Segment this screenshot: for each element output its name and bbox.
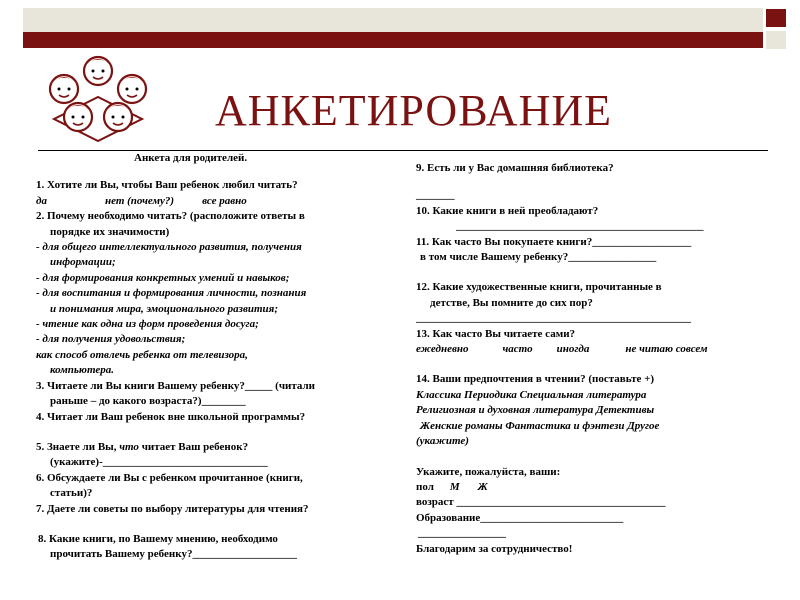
- question-11: 11. Как часто Вы покупаете книги?__________________: [416, 235, 692, 248]
- question-1-options: [36, 194, 381, 209]
- questionnaire-heading: Анкета для родителей.: [134, 152, 248, 164]
- age-field: возраст ______________________________________: [416, 496, 666, 509]
- corner-square-dark: [766, 9, 786, 27]
- option-sometimes: иногда: [556, 343, 590, 356]
- answer-option: - чтение как одна из форм проведения досуга;: [36, 318, 259, 331]
- thanks-text: Благодарим за сотрудничество!: [416, 542, 573, 555]
- slide-title: АНКЕТИРОВАНИЕ: [215, 86, 612, 135]
- option-often: часто: [502, 343, 533, 356]
- blank-line: ________________: [418, 527, 506, 540]
- question-8-cont: прочитать Вашему ребенку?___________________: [50, 548, 297, 561]
- question-12-blank: __________________________________________________: [416, 312, 691, 325]
- question-12: 12. Какие художественные книги, прочитанные в: [416, 281, 662, 294]
- question-13: 13. Как часто Вы читаете сами?: [416, 327, 576, 340]
- question-7: 7. Даете ли советы по выбору литературы для чтения?: [36, 502, 309, 515]
- answer-option-cont: и понимания мира, эмоционального развития;: [50, 302, 278, 315]
- preference-options: Женские романы Фантастика и фэнтези Другое: [420, 419, 660, 432]
- question-2: 2. Почему необходимо читать? (расположите ответы в: [36, 210, 305, 223]
- option-any: все равно: [202, 194, 247, 207]
- children-heads-icon: [36, 49, 160, 144]
- question-9-blank: _______: [416, 189, 455, 202]
- education-field: Образование__________________________: [416, 511, 624, 524]
- question-3: 3. Читаете ли Вы книги Вашему ребенку?_____ (читали: [36, 379, 316, 392]
- question-12-cont: детстве, Вы помните до сих пор?: [430, 296, 593, 309]
- option-never: не читаю совсем: [625, 343, 708, 356]
- questionnaire-left-column: [36, 151, 381, 563]
- answer-option: - для воспитания и формирования личности, познания: [36, 287, 307, 300]
- answer-option: - для общего интеллектуального развития, получения: [36, 241, 302, 254]
- question-6-cont: статьи)?: [50, 487, 93, 500]
- option-daily: ежедневно: [416, 343, 469, 356]
- preference-specify: (укажите): [416, 435, 469, 448]
- question-9: 9. Есть ли у Вас домашняя библиотека?: [416, 162, 614, 174]
- specify-label: Укажите, пожалуйста, ваши:: [416, 465, 561, 478]
- question-5-cont: (укажите)-______________________________: [50, 456, 268, 469]
- question-10: 10. Какие книги в ней преобладают?: [416, 204, 599, 217]
- question-13-options: [416, 342, 771, 357]
- answer-option: как способ отвлечь ребенка от телевизора,: [36, 348, 248, 361]
- answer-option: - для формирования конкретных умений и навыков;: [36, 271, 290, 284]
- question-10-blank: _____________________________________________: [456, 220, 704, 233]
- question-3-cont: раньше – до какого возраста?)________: [50, 395, 246, 408]
- question-14: 14. Ваши предпочтения в чтении? (поставьте +): [416, 373, 655, 386]
- answer-option: - для получения удовольствия;: [36, 333, 186, 346]
- preference-options: Религиозная и духовная литература Детективы: [416, 404, 655, 417]
- option-yes: да: [36, 194, 47, 207]
- question-8: 8. Какие книги, по Вашему мнению, необходимо: [38, 532, 278, 545]
- question-6: 6. Обсуждаете ли Вы с ребенком прочитанное (книги,: [36, 471, 303, 484]
- option-no: нет (почему?): [104, 194, 175, 207]
- question-11-cont: в том числе Вашему ребенку?________________: [420, 251, 657, 264]
- header-band: [23, 32, 763, 48]
- question-2-cont: порядке их значимости): [50, 225, 170, 238]
- question-4: 4. Читает ли Ваш ребенок вне школьной программы?: [36, 410, 306, 423]
- header-bar: [23, 8, 763, 32]
- sex-field: пол М Ж: [416, 480, 488, 493]
- answer-option-cont: компьютера.: [50, 364, 114, 377]
- questionnaire-right-column: [416, 161, 771, 557]
- preference-options: Классика Периодика Специальная литература: [416, 388, 647, 401]
- corner-square-light: [766, 31, 786, 49]
- question-1: 1. Хотите ли Вы, чтобы Ваш ребенок любил читать?: [36, 179, 298, 192]
- question-5: 5. Знаете ли Вы, что читает Ваш ребенок?: [36, 440, 249, 453]
- answer-option-cont: информации;: [50, 256, 116, 269]
